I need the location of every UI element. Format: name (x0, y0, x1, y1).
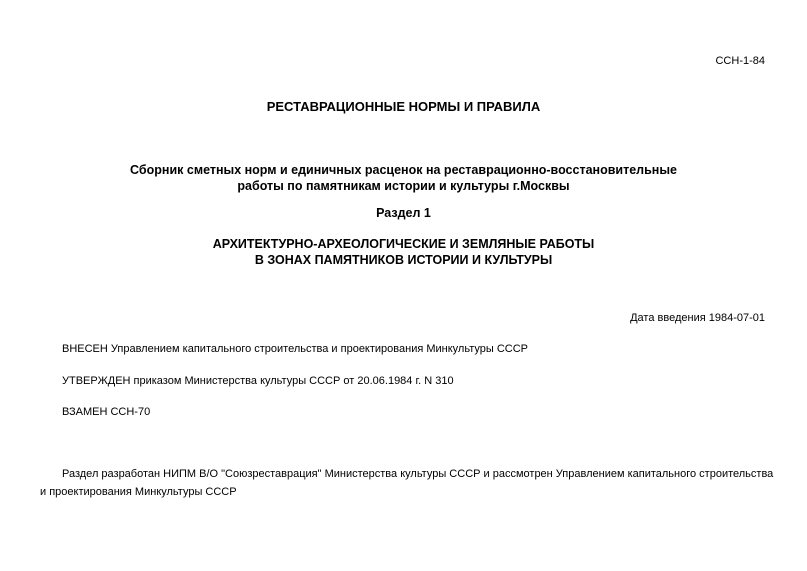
developed-by-paragraph: Раздел разработан НИПМ В/О "Союзреставрация" Министерства культуры СССР и рассмотрен Управлением капитального строительства и проектирования Минкультуры СССР (40, 468, 774, 498)
section-title-line-1: АРХИТЕКТУРНО-АРХЕОЛОГИЧЕСКИЕ И ЗЕМЛЯНЫЕ РАБОТЫ (212, 237, 595, 251)
approved-by: УТВЕРЖДЕН приказом Министерства культуры СССР от 20.06.1984 г. N 310 (62, 375, 454, 387)
document-code: ССН-1-84 (715, 55, 765, 67)
main-title: РЕСТАВРАЦИОННЫЕ НОРМЫ И ПРАВИЛА (266, 99, 541, 114)
introduced-by: ВНЕСЕН Управлением капитального строительства и проектирования Минкультуры СССР (62, 343, 529, 355)
section-label: Раздел 1 (376, 206, 431, 220)
section-title (0, 236, 807, 268)
effective-date: Дата введения 1984-07-01 (630, 312, 765, 324)
subtitle-line-1: Сборник сметных норм и единичных расценок на реставрационно-восстановительные (130, 163, 677, 177)
subtitle-line-2: работы по памятникам истории и культуры г.Москвы (237, 179, 570, 193)
replaces-note: ВЗАМЕН ССН-70 (62, 406, 151, 418)
collection-subtitle (0, 162, 807, 194)
section-title-line-2: В ЗОНАХ ПАМЯТНИКОВ ИСТОРИИ И КУЛЬТУРЫ (254, 253, 553, 267)
